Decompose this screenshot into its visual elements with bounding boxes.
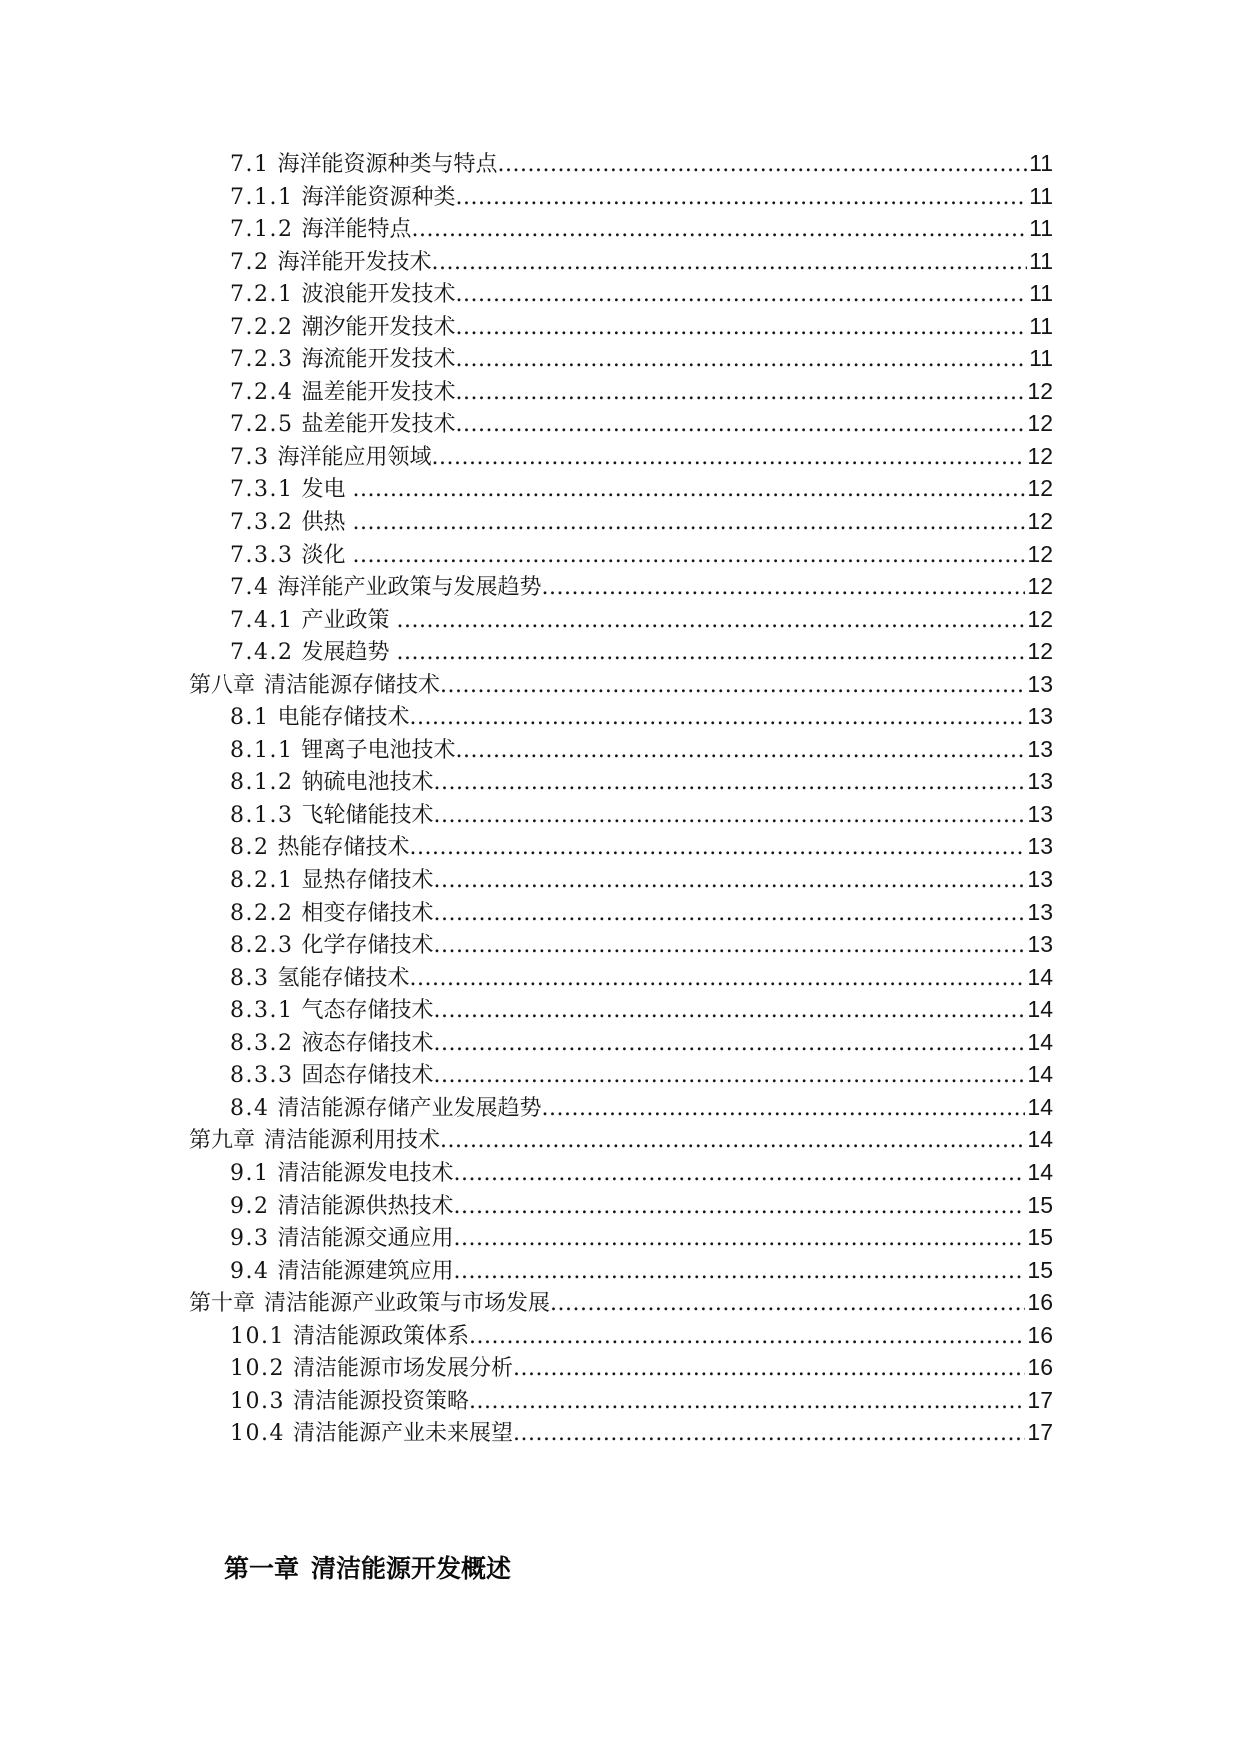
toc-entry-title: 温差能开发技术 [301,379,456,405]
toc-entry-title: 海洋能资源种类 [301,184,456,210]
toc-entry-title: 波浪能开发技术 [301,282,456,308]
toc-entry-number: 7.1.1 [230,184,294,210]
toc-leader-dots [434,865,1026,898]
toc-leader-dots [410,702,1026,735]
chapter-heading-title: 清洁能源开发概述 [311,1554,512,1583]
toc-entry[interactable] [189,603,1053,636]
toc-entry-number: 7.2.4 [230,379,294,405]
toc-leader-dots [513,1353,1025,1386]
toc-entry[interactable] [189,1416,1053,1449]
toc-leader-dots [454,1223,1026,1256]
toc-entry[interactable] [189,733,1053,766]
toc-entry-title: 气态存储技术 [301,998,434,1024]
toc-entry-number: 10.2 [230,1356,285,1382]
toc-entry[interactable] [189,472,1053,505]
toc-entry-title: 清洁能源利用技术 [264,1128,441,1154]
toc-entry-title: 淡化 [301,542,353,568]
toc-entry[interactable] [189,961,1053,994]
toc-entry-number: 7.3 [230,444,270,470]
toc-entry-title: 海洋能资源种类与特点 [277,152,498,177]
toc-leader-dots [434,995,1026,1028]
toc-entry-title: 清洁能源投资策略 [292,1388,469,1414]
toc-entry-title: 固态存储技术 [301,1063,434,1089]
toc-leader-dots [432,442,1026,475]
toc-page-number: 11 [1029,280,1053,307]
toc-entry-title: 化学存储技术 [301,933,434,959]
toc-page-number: 12 [1027,540,1053,567]
toc-page-number: 12 [1027,475,1053,502]
toc-leader-dots [410,832,1026,865]
toc-leader-dots [469,1386,1025,1419]
toc-entry-title: 海洋能开发技术 [277,249,432,275]
toc-leader-dots [432,247,1028,280]
toc-page-number: 13 [1027,768,1053,795]
toc-entry-number: 7.2.3 [230,347,294,373]
toc-entry-title: 热能存储技术 [277,835,410,861]
toc-entry[interactable] [189,212,1053,245]
toc-entry[interactable] [189,765,1053,798]
toc-entry-title: 清洁能源交通应用 [277,1226,454,1252]
toc-entry-title: 电能存储技术 [277,705,410,731]
toc-entry[interactable] [189,798,1053,831]
toc-leader-dots [352,540,1025,573]
toc-page-number: 17 [1027,1386,1053,1413]
toc-page-number: 14 [1027,1093,1053,1120]
toc-page-number: 14 [1027,1126,1053,1153]
toc-page-number: 15 [1027,1256,1053,1283]
toc-leader-dots [454,1256,1026,1289]
toc-entry-title: 钠硫电池技术 [301,770,434,796]
toc-entry-title: 锂离子电池技术 [301,737,456,763]
toc-leader-dots [410,963,1026,996]
toc-entry[interactable] [189,635,1053,668]
toc-entry-number: 7.2 [230,249,270,275]
toc-leader-dots [542,1093,1026,1126]
toc-entry[interactable] [189,1286,1053,1319]
toc-entry[interactable] [189,538,1053,571]
toc-page-number: 11 [1029,247,1053,274]
toc-leader-dots [456,344,1028,377]
toc-entry-title: 潮汐能开发技术 [301,314,456,340]
toc-page-number: 12 [1027,573,1053,600]
toc-entry[interactable] [189,928,1053,961]
toc-entry[interactable] [189,668,1053,701]
toc-entry-number: 8.1.1 [230,737,294,763]
toc-entry[interactable] [189,896,1053,929]
toc-leader-dots [434,767,1026,800]
toc-entry-number: 9.1 [230,1160,270,1186]
toc-entry-number: 7.1 [230,152,270,177]
toc-entry-number: 8.2 [230,835,270,861]
toc-page-number: 15 [1027,1191,1053,1218]
toc-entry-title: 盐差能开发技术 [301,412,456,438]
toc-page-number: 13 [1027,703,1053,730]
toc-entry-number: 9.4 [230,1258,270,1284]
toc-page-number: 16 [1027,1354,1053,1381]
toc-entry-number: 8.3 [230,965,270,991]
toc-entry-title: 飞轮储能技术 [301,802,434,828]
toc-leader-dots [456,279,1028,312]
toc-entry[interactable] [189,407,1053,440]
toc-entry[interactable] [189,993,1053,1026]
toc-entry-title: 液态存储技术 [301,1030,434,1056]
toc-page-number: 13 [1027,898,1053,925]
toc-leader-dots [440,1125,1025,1158]
toc-entry[interactable] [189,863,1053,896]
toc-entry-number: 7.2.5 [230,412,294,438]
toc-entry-number: 7.4.1 [230,607,294,633]
toc-entry[interactable] [189,147,1053,180]
toc-entry[interactable] [189,1189,1053,1222]
toc-entry-number: 8.2.1 [230,868,294,894]
toc-entry[interactable] [189,1123,1053,1156]
toc-entry[interactable] [189,1319,1053,1352]
toc-entry-title: 显热存储技术 [301,868,434,894]
toc-entry-number: 8.3.1 [230,998,294,1024]
toc-entry-title: 发展趋势 [301,640,397,666]
toc-page-number: 15 [1027,1224,1053,1251]
toc-entry-number: 10.4 [230,1421,285,1447]
toc-entry-number: 8.1.3 [230,802,294,828]
toc-entry-title: 清洁能源政策体系 [292,1323,469,1349]
toc-entry-title: 相变存储技术 [301,900,434,926]
toc-page-number: 11 [1029,345,1053,372]
toc-entry[interactable] [189,375,1053,408]
toc-page-number: 16 [1027,1289,1053,1316]
toc-entry-number: 7.3.1 [230,477,294,503]
toc-page-number: 12 [1027,442,1053,469]
toc-entry-number: 7.3.3 [230,542,294,568]
toc-entry-number: 7.1.2 [230,217,294,243]
toc-page-number: 13 [1027,800,1053,827]
toc-page-number: 11 [1029,312,1053,339]
toc-page-number: 13 [1027,931,1053,958]
toc-page-number: 12 [1027,410,1053,437]
toc-entry[interactable] [189,310,1053,343]
toc-entry-number: 8.4 [230,1095,270,1121]
toc-entry[interactable] [189,180,1053,213]
toc-entry-number: 7.2.2 [230,314,294,340]
toc-leader-dots [469,1321,1025,1354]
toc-entry-title: 清洁能源市场发展分析 [292,1356,513,1382]
toc-leader-dots [440,670,1025,703]
toc-entry-number: 9.3 [230,1226,270,1252]
toc-leader-dots [456,735,1026,768]
toc-entry[interactable] [189,440,1053,473]
toc-leader-dots [434,1028,1026,1061]
toc-entry-number: 8.1.2 [230,770,294,796]
toc-page-number: 13 [1027,670,1053,697]
toc-entry[interactable] [189,1221,1053,1254]
chapter-heading [224,1551,511,1587]
toc-entry[interactable] [189,1384,1053,1417]
toc-leader-dots [542,572,1026,605]
toc-entry-number: 7.3.2 [230,510,294,536]
toc-leader-dots [498,149,1028,182]
toc-entry-title: 海洋能产业政策与发展趋势 [277,575,542,601]
toc-page-number: 14 [1027,963,1053,990]
toc-page-number: 13 [1027,833,1053,860]
toc-entry-title: 海洋能特点 [301,217,412,243]
toc-entry-number: 8.3.2 [230,1030,294,1056]
toc-page-number: 17 [1027,1419,1053,1446]
toc-entry-number: 8.2.3 [230,933,294,959]
toc-entry-title: 海流能开发技术 [301,347,456,373]
toc-entry[interactable] [189,830,1053,863]
toc-page-number: 11 [1029,182,1053,209]
chapter-heading-number: 第一章 [224,1554,300,1583]
toc-entry-title: 清洁能源存储技术 [264,672,441,698]
toc-page-number: 12 [1027,508,1053,535]
toc-entry-title: 清洁能源产业未来展望 [292,1421,513,1447]
toc-page-number: 11 [1029,150,1053,176]
toc-entry-number: 8.2.2 [230,900,294,926]
toc-entry-number: 第九章 [189,1128,256,1154]
toc-entry-title: 清洁能源存储产业发展趋势 [277,1095,542,1121]
toc-entry-number: 10.3 [230,1388,285,1414]
toc-leader-dots [434,930,1026,963]
toc-page-number: 13 [1027,866,1053,893]
toc-leader-dots [352,507,1025,540]
toc-entry-title: 产业政策 [301,607,397,633]
toc-entry-title: 发电 [301,477,353,503]
toc-page-number: 12 [1027,377,1053,404]
toc-entry[interactable] [189,342,1053,375]
toc-entry-number: 7.4 [230,575,270,601]
toc-entry-number: 9.2 [230,1193,270,1219]
toc-entry-number: 第八章 [189,672,256,698]
toc-entry[interactable] [189,245,1053,278]
toc-leader-dots [456,182,1028,215]
toc-leader-dots [434,800,1026,833]
toc-entry-title: 清洁能源建筑应用 [277,1258,454,1284]
toc-leader-dots [412,214,1028,247]
toc-entry[interactable] [189,277,1053,310]
toc-page-number: 14 [1027,1158,1053,1185]
toc-leader-dots [352,474,1025,507]
toc-page-number: 13 [1027,735,1053,762]
toc-entry-title: 清洁能源供热技术 [277,1193,454,1219]
toc-entry[interactable] [189,1156,1053,1189]
toc-page-number: 14 [1027,1061,1053,1088]
toc-leader-dots [396,605,1025,638]
toc-entry[interactable] [189,1058,1053,1091]
toc-entry-title: 供热 [301,510,353,536]
toc-entry[interactable] [189,1091,1053,1124]
toc-entry-number: 7.4.2 [230,640,294,666]
toc-entry-title: 清洁能源发电技术 [277,1160,454,1186]
toc-leader-dots [454,1191,1026,1224]
toc-leader-dots [454,1158,1026,1191]
toc-page-number: 12 [1027,605,1053,632]
toc-entry[interactable] [189,700,1053,733]
toc-leader-dots [434,1060,1026,1093]
toc-leader-dots [513,1418,1025,1451]
toc-entry-number: 第十章 [189,1291,256,1317]
toc-entry-number: 10.1 [230,1323,285,1349]
toc-entry-number: 8.1 [230,705,270,731]
toc-page-number: 12 [1027,638,1053,665]
toc-page-number: 16 [1027,1321,1053,1348]
toc-page-number: 14 [1027,1028,1053,1055]
toc-entry-number: 8.3.3 [230,1063,294,1089]
toc-entry[interactable] [189,570,1053,603]
toc-list [189,147,1053,1449]
toc-entry-title: 清洁能源产业政策与市场发展 [264,1291,551,1317]
toc-entry[interactable] [189,1026,1053,1059]
toc-entry-title: 海洋能应用领域 [277,444,432,470]
toc-entry-title: 氢能存储技术 [277,965,410,991]
toc-entry[interactable] [189,505,1053,538]
toc-leader-dots [550,1288,1025,1321]
toc-leader-dots [456,409,1026,442]
toc-page-number: 11 [1029,215,1053,242]
toc-entry[interactable] [189,1351,1053,1384]
toc-leader-dots [434,898,1026,931]
toc-leader-dots [396,637,1025,670]
toc-entry-number: 7.2.1 [230,282,294,308]
toc-leader-dots [456,377,1026,410]
toc-page-number: 14 [1027,996,1053,1023]
toc-leader-dots [456,312,1028,345]
toc-entry[interactable] [189,1254,1053,1287]
